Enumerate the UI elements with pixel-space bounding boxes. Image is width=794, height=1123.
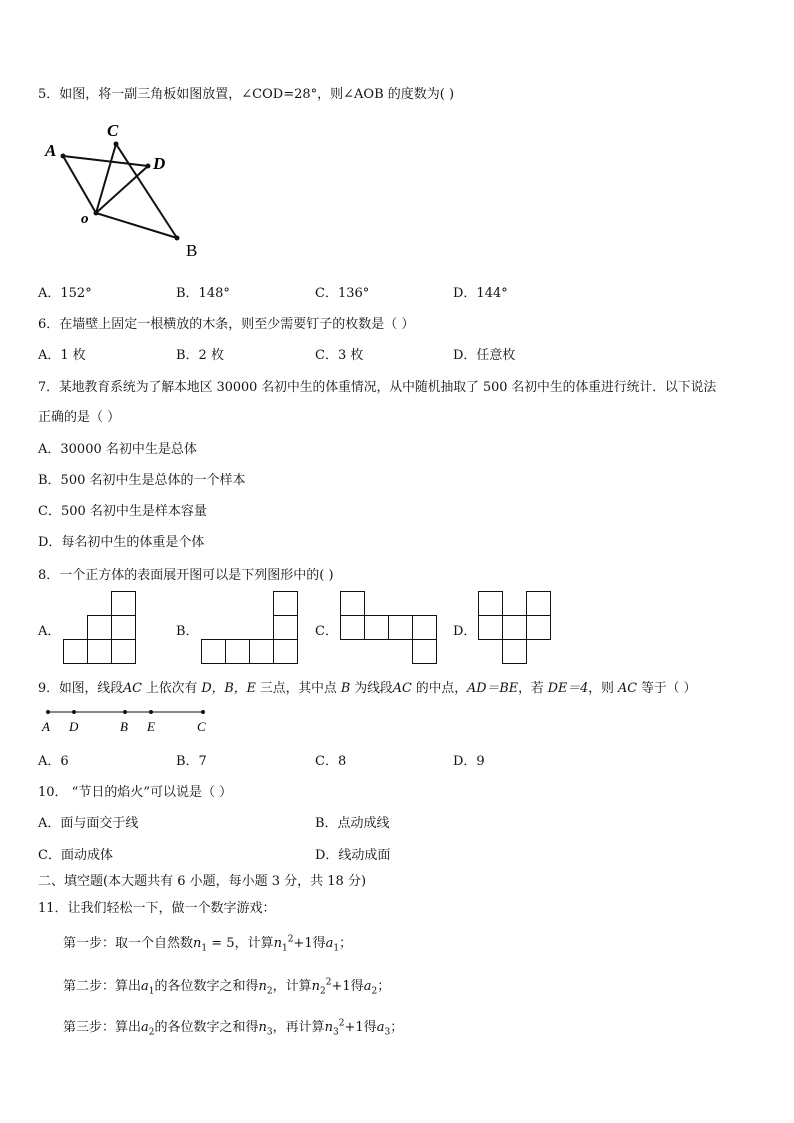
label-O: o [81, 211, 89, 227]
q11-sup: 2 [287, 934, 294, 945]
q5-option-c: C．136° [315, 286, 370, 301]
q10-option-c: C．面动成体 [38, 848, 113, 863]
q11-var: a [325, 936, 334, 951]
q6-stem: 6．在墙壁上固定一根横放的木条，则至少需要钉子的枚数是（ ） [38, 317, 415, 332]
q8-net-a [63, 591, 137, 665]
q11-sub: 3 [384, 1027, 391, 1038]
q9-stem-part: 三点，其中点 [255, 681, 341, 696]
q8-option-b-letter: B． [176, 624, 199, 639]
q11-text: = 5 [207, 936, 235, 951]
q9-label-d: D [69, 719, 79, 734]
q9-label-a: A [42, 719, 50, 734]
q9-stem-part: 为线段 [350, 681, 393, 696]
q11-sub: 3 [266, 1027, 273, 1038]
q11-sub: 1 [281, 943, 288, 954]
q8-option-a-letter: A． [38, 624, 61, 639]
q9-stem-part: 9．如图，线段 [38, 681, 123, 696]
q11-text: +1 [344, 1020, 364, 1035]
q11-sub: 2 [266, 986, 273, 997]
q9-stem-var: AD＝BE [467, 681, 519, 696]
q6-option-d: D．任意枚 [453, 348, 516, 363]
q5-option-a: A．152° [38, 286, 92, 301]
q11-var: n [311, 979, 321, 994]
q11-text: 第三步：算出 [63, 1020, 142, 1035]
label-C: C [107, 121, 119, 140]
q9-option-b: B．7 [176, 754, 207, 769]
q11-text: ； [377, 979, 391, 994]
q10-stem: 10． “节日的焰火”可以说是（ ） [38, 785, 233, 800]
q11-step2 [63, 975, 390, 997]
q7-option-b: B．500 名初中生是总体的一个样本 [38, 473, 246, 488]
label-B: B [186, 241, 198, 260]
q5-option-d: D．144° [453, 286, 508, 301]
q11-var: n [258, 1020, 267, 1035]
q11-text: 得 [363, 1020, 377, 1035]
q5-stem: 5．如图，将一副三角板如图放置，∠COD=28°，则∠AOB 的度数为( ) [38, 87, 455, 102]
q11-text: 的各位数字之和得 [154, 1020, 259, 1035]
q11-text: 的各位数字之和得 [154, 979, 259, 994]
q6-option-a: A．1 枚 [38, 348, 86, 363]
q11-step3 [63, 1016, 403, 1038]
q9-stem [38, 677, 696, 696]
q9-label-b: B [120, 719, 128, 734]
q9-stem-part: ，若 [518, 681, 548, 696]
q8-net-c [340, 591, 438, 665]
q7-option-c: C．500 名初中生是样本容量 [38, 504, 207, 519]
q11-sup: 2 [325, 977, 332, 988]
q8-stem: 8．一个正方体的表面展开图可以是下列图形中的( ) [38, 568, 334, 583]
q11-var: a [141, 979, 149, 994]
q5-triangle-figure [40, 118, 210, 263]
q11-text: ，计算 [234, 936, 274, 951]
q11-sub: 1 [201, 943, 208, 954]
q5-option-b: B．148° [176, 286, 230, 301]
section-title: 二、填空题(本大题共有 6 小题，每小题 3 分，共 18 分) [38, 874, 367, 889]
q11-text: 得 [312, 936, 326, 951]
q9-stem-var: AC [392, 681, 412, 696]
q8-net-b [201, 591, 299, 665]
q9-label-c: C [197, 719, 206, 734]
q8-option-d-letter: D． [453, 624, 477, 639]
q11-text: ，计算 [272, 979, 312, 994]
q7-stem-line1: 7．某地教育系统为了解本地区 30000 名初中生的体重情况，从中随机抽取了 500 名初中生的体重进行统计．以下说法 [38, 380, 717, 395]
q11-step1 [63, 932, 352, 954]
q9-label-e: E [147, 719, 155, 734]
q11-sub: 3 [333, 1027, 339, 1038]
q11-var: a [141, 1020, 149, 1035]
q9-stem-var: B [340, 681, 351, 696]
q9-option-d: D．9 [453, 754, 485, 769]
q8-net-d [478, 591, 552, 665]
label-D: D [153, 154, 166, 173]
q11-text: 得 [350, 979, 364, 994]
q11-text: 第一步：取一个自然数 [63, 936, 194, 951]
q7-stem-line2: 正确的是（ ） [38, 410, 121, 425]
q9-stem-part: 上依次有 [141, 681, 202, 696]
q6-option-c: C．3 枚 [315, 348, 364, 363]
q9-segment-figure [38, 704, 218, 738]
q9-stem-var: AC [617, 681, 638, 696]
q11-var: n [324, 1020, 334, 1035]
q11-text: ； [390, 1020, 404, 1035]
q9-stem-part: ，则 [588, 681, 618, 696]
q11-text: ，再计算 [272, 1020, 325, 1035]
q9-stem-part: 等于（ ） [637, 681, 697, 696]
q11-stem: 11．让我们轻松一下，做一个数字游戏： [38, 901, 276, 916]
q11-var: a [376, 1020, 385, 1035]
q11-text: +1 [331, 979, 351, 994]
q11-var: n [193, 936, 202, 951]
q9-option-a: A．6 [38, 754, 69, 769]
q11-sub: 1 [148, 986, 155, 997]
q11-var: n [258, 979, 267, 994]
q10-option-b: B．点动成线 [315, 816, 390, 831]
q11-text: 第二步：算出 [63, 979, 142, 994]
q11-sub: 2 [320, 986, 326, 997]
q11-sup: 2 [338, 1018, 345, 1029]
q10-option-a: A．面与面交于线 [38, 816, 139, 831]
q9-stem-var: D，B，E [201, 681, 256, 696]
q11-text: ； [339, 936, 353, 951]
q7-option-d: D．每名初中生的体重是个体 [38, 535, 205, 550]
q11-sub: 1 [333, 943, 340, 954]
label-A: A [45, 141, 57, 160]
q11-var: a [363, 979, 372, 994]
q9-stem-part: 的中点， [411, 681, 468, 696]
q11-text: +1 [293, 936, 313, 951]
q10-option-d: D．线动成面 [315, 848, 391, 863]
q11-var: n [273, 936, 282, 951]
q9-option-c: C．8 [315, 754, 347, 769]
q6-option-b: B．2 枚 [176, 348, 224, 363]
q11-sub: 2 [148, 1027, 155, 1038]
q9-stem-var: AC [122, 681, 142, 696]
q9-stem-var: DE＝4 [547, 681, 589, 696]
q8-option-c-letter: C． [315, 624, 338, 639]
q7-option-a: A．30000 名初中生是总体 [38, 442, 197, 457]
q11-sub: 2 [371, 986, 378, 997]
